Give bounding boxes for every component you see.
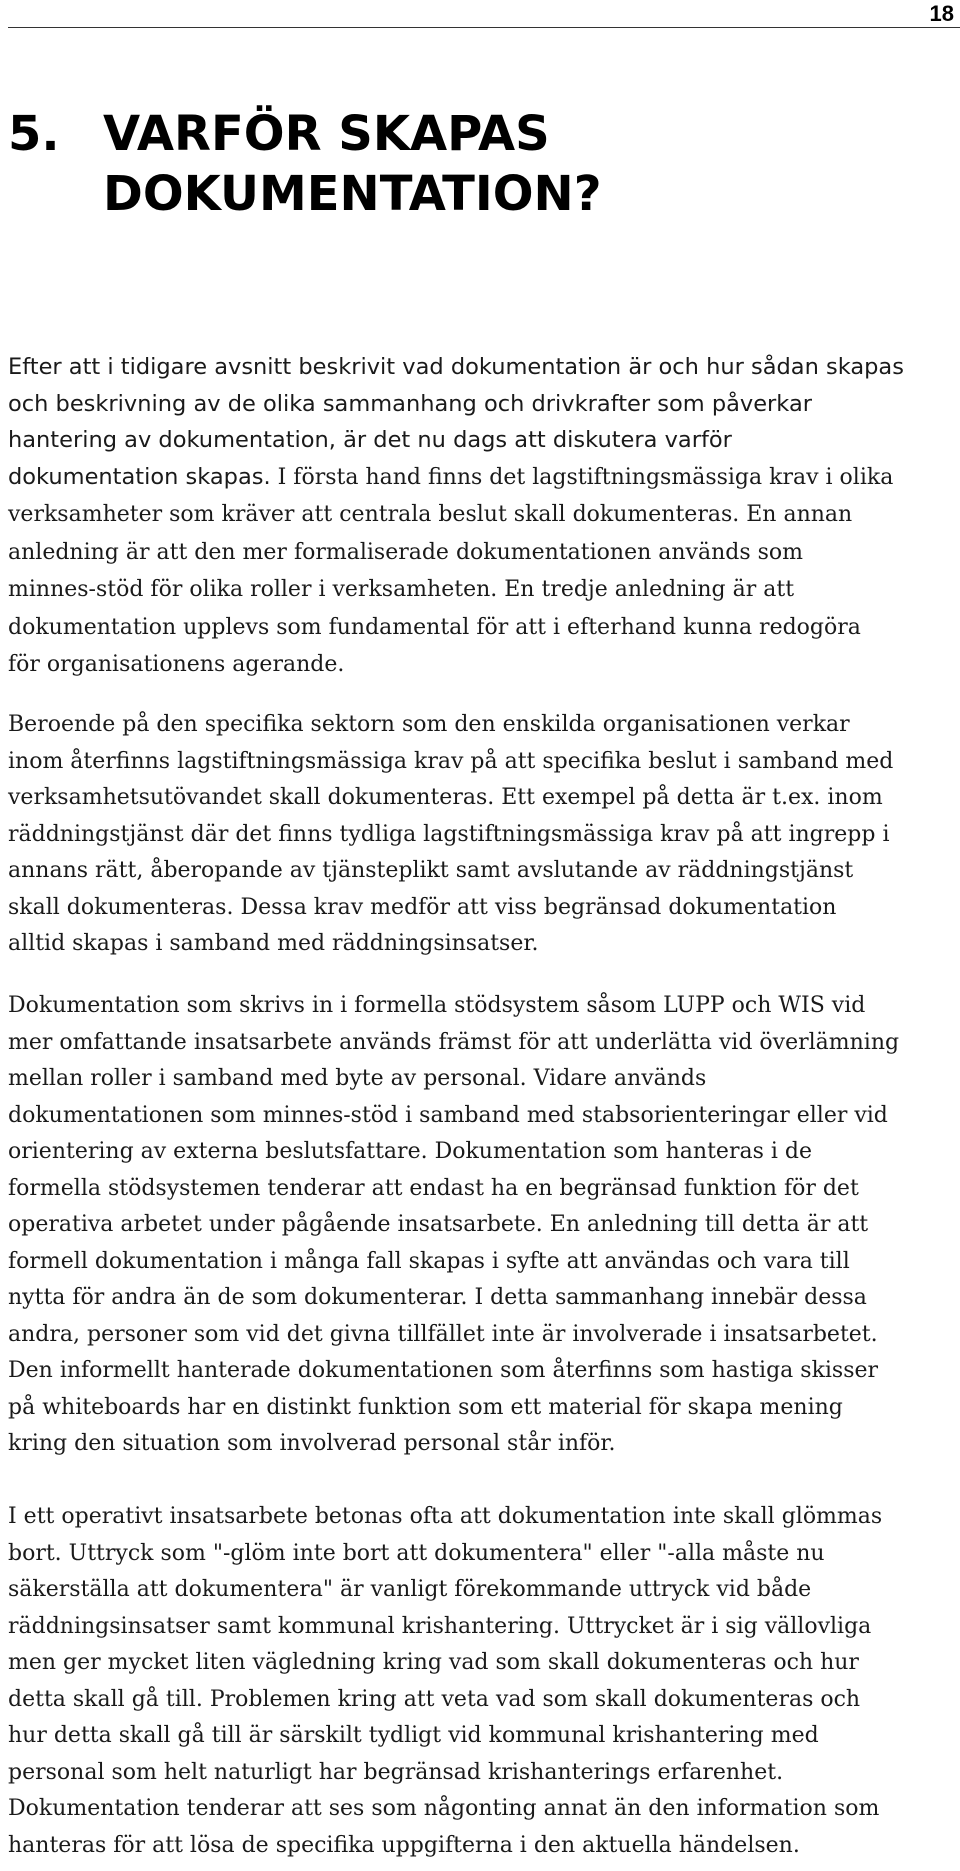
paragraph-intro — [8, 349, 953, 684]
chapter-heading — [8, 104, 948, 224]
chapter-number: 5. — [8, 106, 60, 162]
paragraph-operational-work: I ett operativt insatsarbete betonas ofta att dokumentation inte skall glömmas bort. Uttryck som "-glöm inte bort att dokumentera" eller "-alla måste nu säkerställa att dokumentera" är vanligt förekommande uttryck vid både räddningsinsatser samt kommunal krishantering. Uttrycket är i sig vällovliga men ger mycket liten vägledning kring vad som skall dokumenteras och hur detta skall gå till. Problemen kring att veta vad som skall dokumenteras och hur detta skall gå till är särskilt tydligt vid kommunal krishantering med personal som helt naturligt har begränsad krishanterings erfarenhet. Dokumentation tenderar att ses som någonting annat än den information som hanteras för att lösa de specifika uppgifterna i den aktuella händelsen. — [8, 1504, 883, 1858]
chapter-title: VARFÖR SKAPAS DOKUMENTATION? — [103, 106, 602, 222]
page-number: 18 — [929, 1, 954, 26]
paragraph-intro-lead: Efter att i tidigare avsnitt beskrivit vad dokumentation är och hur sådan skapas och beskrivning av de olika sammanhang och drivkrafter som påverkar hantering av dokumentation, är det nu dags att diskutera varför dokumentation skapas. — [8, 354, 904, 490]
header-rule — [8, 27, 960, 28]
paragraph-intro-rest: I första hand finns det lagstiftningsmässiga krav i olika verksamheter som kräver att centrala beslut skall dokumenteras. En annan anledning är att den mer formaliserade dokumentationen används som minnes-stöd för olika roller i verksamheten. En tredje anledning är att dokumentation upplevs som fundamental för att i efterhand kunna redogöra för organisationens agerande. — [8, 464, 894, 677]
paragraph-legal-requirements: Beroende på den specifika sektorn som den enskilda organisationen verkar inom återfinns lagstiftningsmässiga krav på att specifika beslut i samband med verksamhetsutövandet skall dokumenteras. Ett exempel på detta är t.ex. inom räddningstjänst där det finns tydliga lagstiftningsmässiga krav på att ingrepp i annans rätt, åberopande av tjänsteplikt samt avslutande av räddningstjänst skall dokumenteras. Dessa krav medför att viss begränsad dokumentation alltid skapas i samband med räddningsinsatser. — [8, 712, 894, 956]
paragraph-formal-systems: Dokumentation som skrivs in i formella stödsystem såsom LUPP och WIS vid mer omfattande insatsarbete används främst för att underlätta vid överlämning mellan roller i samband med byte av personal. Vidare används dokumentationen som minnes-stöd i samband med stabsorienteringar eller vid orientering av externa beslutsfattare. Dokumentation som hanteras i de formella stödsystemen tenderar att endast ha en begränsad funktion för det operativa arbetet under pågående insatsarbete. En anledning till detta är att formell dokumentation i många fall skapas i syfte att användas och vara till nytta för andra än de som dokumenterar. I detta sammanhang innebär dessa andra, personer som vid det givna tillfället inte är involverade i insatsarbetet. Den informellt hanterade dokumentationen som återfinns som hastiga skisser på whiteboards har en distinkt funktion som ett material för skapa mening kring den situation som involverad personal står inför. — [8, 993, 900, 1456]
